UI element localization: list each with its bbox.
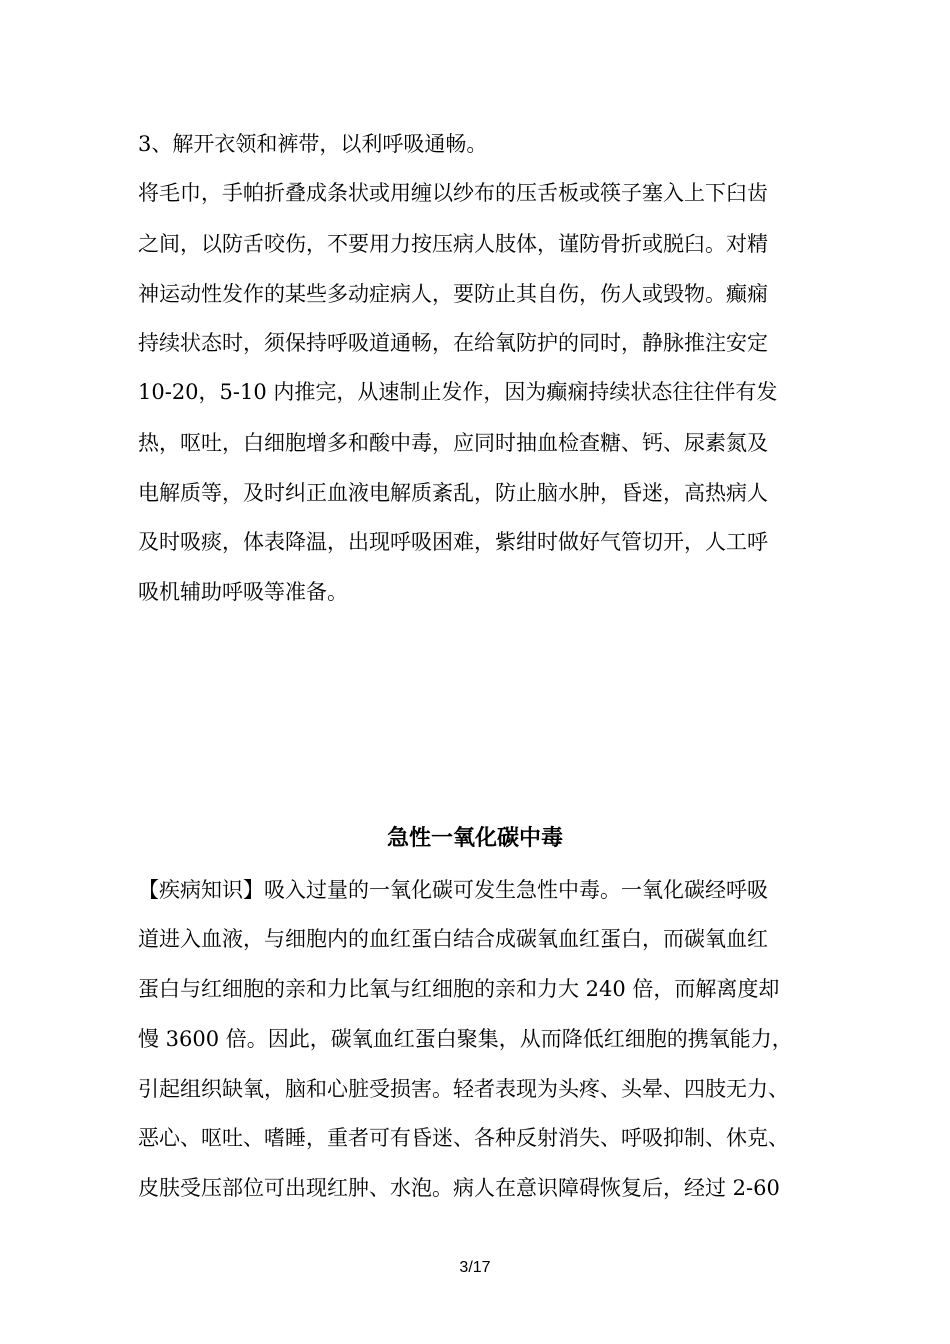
paragraph-line: 皮肤受压部位可出现红肿、水泡。病人在意识障碍恢复后，经过 2-60	[138, 1176, 780, 1200]
paragraph-line: 电解质等，及时纠正血液电解质紊乱，防止脑水肿，昏迷，高热病人	[138, 481, 768, 505]
paragraph-line: 及时吸痰，体表降温，出现呼吸困难，紫绀时做好气管切开，人工呼	[138, 530, 768, 554]
paragraph-line: 3、解开衣领和裤带，以利呼吸通畅。	[138, 132, 488, 156]
section-title: 急性一氧化碳中毒	[386, 826, 563, 851]
paragraph-line: 热，呕吐，白细胞增多和酸中毒，应同时抽血检查糖、钙、尿素氮及	[138, 431, 768, 455]
paragraph-line: 之间，以防舌咬伤，不要用力按压病人肢体，谨防骨折或脱臼。对精	[138, 232, 768, 256]
paragraph-line: 持续状态时，须保持呼吸道通畅，在给氧防护的同时，静脉推注安定	[138, 331, 768, 355]
paragraph-line: 引起组织缺氧，脑和心脏受损害。轻者表现为头疼、头晕、四肢无力、	[138, 1077, 789, 1101]
paragraph-line: 神运动性发作的某些多动症病人，要防止其自伤，伤人或毁物。癫痫	[138, 282, 768, 306]
paragraph-line: 慢 3600 倍。因此，碳氧血红蛋白聚集，从而降低红细胞的携氧能力，	[138, 1027, 793, 1051]
paragraph-line: 【疾病知识】吸入过量的一氧化碳可发生急性中毒。一氧化碳经呼吸	[138, 878, 768, 902]
paragraph-line: 将毛巾，手帕折叠成条状或用缠以纱布的压舌板或筷子塞入上下臼齿	[138, 181, 768, 205]
page-number: 3/17	[459, 1259, 491, 1276]
paragraph-line: 蛋白与红细胞的亲和力比氧与红细胞的亲和力大 240 倍，而解离度却	[138, 977, 780, 1001]
paragraph-line: 吸机辅助呼吸等准备。	[138, 580, 348, 604]
paragraph-line: 10-20，5-10 内推完，从速制止发作，因为癫痫持续状态往往伴有发	[138, 380, 778, 404]
paragraph-line: 恶心、呕吐、嗜睡，重者可有昏迷、各种反射消失、呼吸抑制、休克、	[138, 1126, 789, 1150]
paragraph-line: 道进入血液，与细胞内的血红蛋白结合成碳氧血红蛋白，而碳氧血红	[138, 927, 768, 951]
